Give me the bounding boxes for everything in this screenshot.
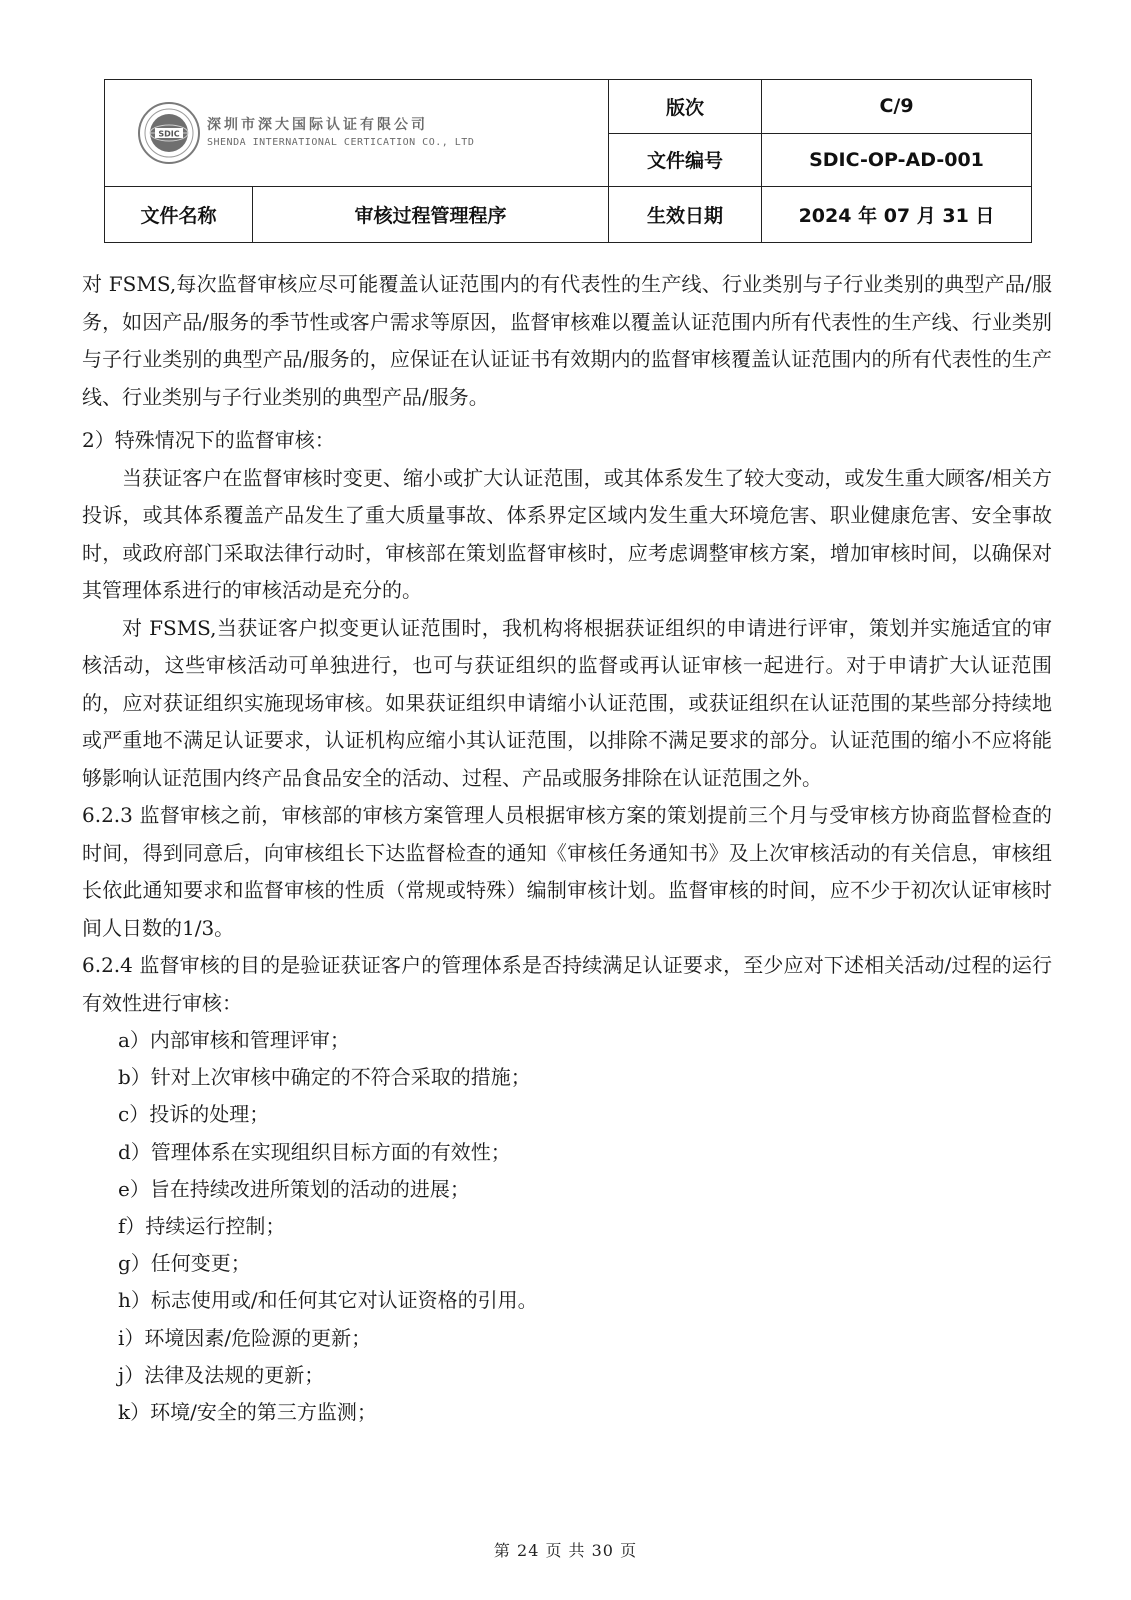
company-logo — [105, 101, 608, 165]
company-name-cn: 深圳市深大国际认证有限公司 — [207, 116, 428, 133]
doc-name-label: 文件名称 — [105, 187, 253, 243]
doc-number-label: 文件编号 — [609, 133, 762, 187]
document-body — [82, 266, 1052, 1431]
doc-number-value: SDIC-OP-AD-001 — [762, 133, 1032, 187]
list-item: h）标志使用或/和任何其它对认证资格的引用。 — [118, 1288, 538, 1313]
list-item: i）环境因素/危险源的更新； — [118, 1325, 372, 1350]
company-name-en: SHENDA INTERNATIONAL CERTICATION CO., LTD — [207, 137, 475, 149]
list-item: c）投诉的处理； — [118, 1102, 270, 1127]
version-value: C/9 — [762, 80, 1032, 134]
list-item: j）法律及法规的更新； — [118, 1362, 325, 1387]
list-item: k）环境/安全的第三方监测； — [118, 1400, 377, 1425]
page-number-footer: 第 24 页 共 30 页 — [493, 1541, 638, 1560]
company-logo-cell — [105, 80, 609, 187]
paragraph-fsms-coverage: 对 FSMS,每次监督审核应尽可能覆盖认证范围内的有代表性的生产线、行业类别与子行业类别的典型产品/服务，如因产品/服务的季节性或客户需求等原因，监督审核难以覆盖认证范围内所有代表性的生产线、行业类别与子行业类别的典型产品/服务的，应保证在认证证书有效期内的监督审核覆盖认证范围内的所有代表性的生产线、行业类别与子行业类别的典型产品/服务。 — [82, 272, 1052, 409]
sdic-seal-icon — [137, 101, 201, 165]
doc-name-value: 审核过程管理程序 — [253, 187, 609, 243]
effective-date-value: 2024 年 07 月 31 日 — [762, 187, 1032, 243]
list-item: f）持续运行控制； — [118, 1214, 286, 1239]
document-header-table — [104, 79, 1032, 243]
effective-date-label: 生效日期 — [609, 187, 762, 243]
logo-text: SDIC — [158, 129, 180, 139]
paragraph-6-2-3: 6.2.3 监督审核之前，审核部的审核方案管理人员根据审核方案的策划提前三个月与受审核方协商监督检查的时间，得到同意后，向审核组长下达监督检查的通知《审核任务通知书》及上次审核活动的有关信息，审核组长依此通知要求和监督审核的性质（常规或特殊）编制审核计划。监督审核的时间，应不少于初次认证审核时间人日数的1/3。 — [82, 803, 1052, 940]
list-item: d）管理体系在实现组织目标方面的有效性； — [118, 1139, 511, 1164]
audit-items-list — [82, 1022, 1052, 1431]
list-item: e）旨在持续改进所策划的活动的进展； — [118, 1176, 470, 1201]
list-item: g）任何变更； — [118, 1251, 251, 1276]
paragraph-special-cases: 当获证客户在监督审核时变更、缩小或扩大认证范围，或其体系发生了较大变动，或发生重大顾客/相关方投诉，或其体系覆盖产品发生了重大质量事故、体系界定区域内发生重大环境危害、职业健康危害、安全事故时，或政府部门采取法律行动时，审核部在策划监督审核时，应考虑调整审核方案，增加审核时间，以确保对其管理体系进行的审核活动是充分的。 — [82, 465, 1052, 602]
list-item: b）针对上次审核中确定的不符合采取的措施； — [118, 1065, 531, 1090]
paragraph-6-2-4: 6.2.4 监督审核的目的是验证获证客户的管理体系是否持续满足认证要求，至少应对下述相关活动/过程的运行有效性进行审核： — [82, 953, 1052, 1015]
paragraph-fsms-scope-change: 对 FSMS,当获证客户拟变更认证范围时，我机构将根据获证组织的申请进行评审，策划并实施适宜的审核活动，这些审核活动可单独进行，也可与获证组织的监督或再认证审核一起进行。对于申请扩大认证范围的，应对获证组织实施现场审核。如果获证组织申请缩小认证范围，或获证组织在认证范围的某些部分持续地或严重地不满足认证要求，认证机构应缩小其认证范围，以排除不满足要求的部分。认证范围的缩小不应将能够影响认证范围内终产品食品安全的活动、过程、产品或服务排除在认证范围之外。 — [82, 615, 1052, 790]
version-label: 版次 — [609, 80, 762, 134]
section-heading-special-cases: 2）特殊情况下的监督审核： — [82, 428, 335, 452]
list-item: a）内部审核和管理评审； — [118, 1028, 350, 1052]
